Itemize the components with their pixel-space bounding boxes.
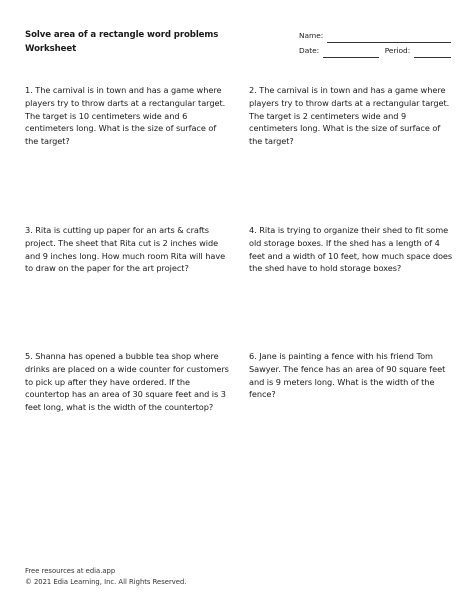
problem-number: 4. [249, 225, 257, 235]
problem-number: 2. [249, 85, 257, 95]
problem-number: 6. [249, 351, 257, 361]
date-period-row [299, 43, 451, 58]
problem-text: Shanna has opened a bubble tea shop where drinks are placed on a wide counter for customers to pick up after they have ordered. If the countertop has an area of 30 square feet and is 3 feet long, what is the width of the countertop? [25, 351, 229, 413]
date-label: Date: [299, 46, 320, 55]
problem-text: Rita is trying to organize their shed to fit some old storage boxes. If the shed has a length of 4 feet and a width of 10 feet, how much space does the shed have to hold storage boxes? [249, 225, 453, 274]
problem-number: 3. [25, 225, 33, 235]
date-blank-line[interactable] [323, 48, 379, 58]
period-blank-line[interactable] [414, 48, 451, 58]
problem-text: Jane is painting a fence with his friend Tom Sawyer. The fence has an area of 90 square feet and is 9 meters long. What is the width of the fence? [249, 351, 446, 400]
problem-1 [25, 84, 229, 148]
name-label: Name: [299, 31, 324, 40]
period-label: Period: [384, 46, 411, 55]
name-row [299, 28, 451, 43]
worksheet-title-line1: Solve area of a rectangle word problems [25, 30, 219, 40]
problem-text: The carnival is in town and has a game where players try to throw darts at a rectangular target. The target is 10 centimeters wide and 6 centimeters long. What is the size of surface of the target? [25, 85, 226, 147]
worksheet-title [25, 28, 218, 56]
problem-4 [249, 224, 453, 275]
problem-6 [249, 350, 453, 401]
student-info-fields [299, 28, 451, 58]
problem-3 [25, 224, 229, 275]
footer-copyright: © 2021 Edia Learning, Inc. All Rights Reserved. [25, 578, 187, 586]
problem-2 [249, 84, 453, 148]
name-blank-line[interactable] [327, 33, 451, 43]
page-footer [25, 566, 186, 588]
problem-5 [25, 350, 229, 414]
worksheet-title-line2: Worksheet [25, 44, 77, 54]
problem-number: 5. [25, 351, 33, 361]
problem-number: 1. [25, 85, 33, 95]
problem-text: The carnival is in town and has a game where players try to throw darts at a rectangular target. The target is 2 centimeters wide and 9 centimeters long. What is the size of surface of the target? [249, 85, 450, 147]
footer-resources-link: Free resources at edia.app [25, 567, 116, 575]
problem-text: Rita is cutting up paper for an arts & crafts project. The sheet that Rita cut is 2 inches wide and 9 inches long. How much room Rita will have to draw on the paper for the art project? [25, 225, 226, 274]
